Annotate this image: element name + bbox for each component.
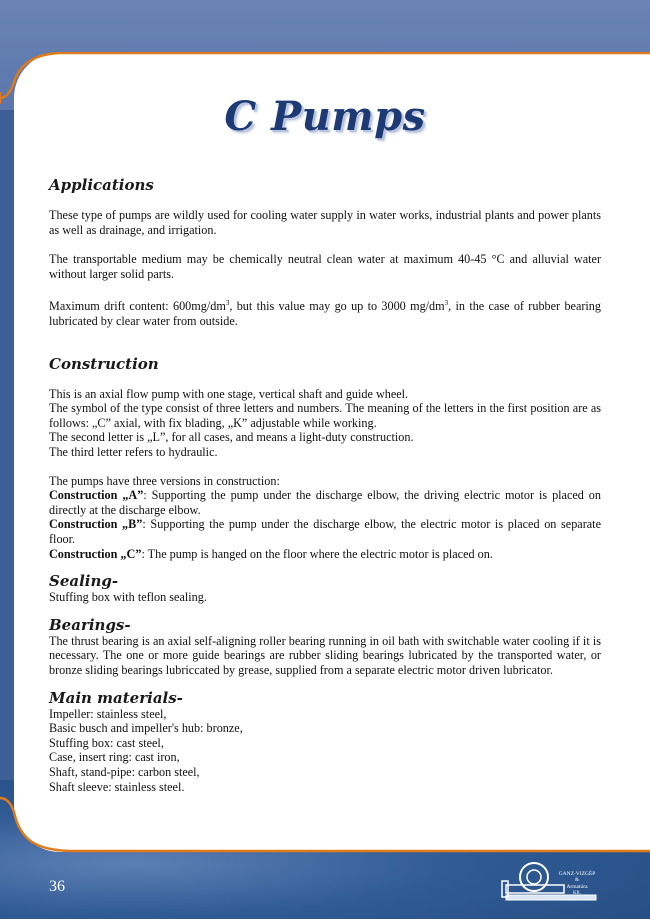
drift-text-b: , but this value may go up to 3000 mg/dm [229, 299, 445, 314]
material-item: Impeller: stainless steel, [49, 706, 167, 721]
construction-a-label: Construction „A” [49, 488, 144, 503]
company-logo [500, 857, 604, 903]
material-item: Shaft, stand-pipe: carbon steel, [49, 764, 200, 779]
construction-line-2: The symbol of the type consist of three letters and numbers. The meaning of the letters in the first position are as follows: „C” axial, with fix blading, „K” adjustable while working. [49, 401, 601, 430]
construction-heading: Construction [49, 354, 159, 373]
superscript-3: 3 [444, 299, 449, 308]
materials-heading: Main materials- [49, 688, 183, 707]
logo-line-4: Kft. [573, 891, 581, 896]
section-applications [49, 176, 601, 329]
applications-paragraph-3 [49, 296, 601, 328]
drift-text-a: Maximum drift content: 600mg/dm [49, 299, 226, 314]
material-item: Case, insert ring: cast iron, [49, 750, 180, 765]
main-content [49, 176, 601, 794]
applications-paragraph-1: These type of pumps are wildly used for cooling water supply in water works, industrial plants and power plants as well as drainage, and irrigation. [49, 208, 601, 237]
section-sealing [49, 572, 601, 605]
logo-line-3: Armatúra [566, 884, 588, 890]
construction-b-text: : Supporting the pump under the discharge elbow, the electric motor is placed on separate floor. [49, 517, 601, 546]
construction-a [49, 488, 601, 517]
construction-c-label: Construction „C” [49, 546, 142, 561]
drift-text-c: , in the case of rubber bearing lubricated by clear water from outside. [49, 299, 601, 329]
section-materials [49, 689, 601, 795]
section-construction [49, 355, 601, 562]
material-item: Shaft sleeve: stainless steel. [49, 779, 185, 794]
applications-heading: Applications [49, 176, 154, 194]
material-item: Stuffing box: cast steel, [49, 735, 164, 750]
page-title: C Pumps [224, 93, 426, 140]
construction-line-5: The pumps have three versions in construction: [49, 473, 280, 488]
section-bearings [49, 616, 601, 678]
bearings-heading: Bearings- [49, 615, 131, 634]
bearings-text: The thrust bearing is an axial self-aligning roller bearing running in oil bath with switchable water cooling if it is necessary. The one or more guide bearings are rubber sliding bearings lubricated by the transported water, or bronze sliding bearings lubriccated by grease, supplied from a separate electric motor driven lubricator. [49, 633, 601, 677]
construction-line-4: The third letter refers to hydraulic. [49, 445, 218, 459]
page-number: 36 [49, 878, 65, 895]
construction-line-1: This is an axial flow pump with one stage, vertical shaft and guide wheel. [49, 386, 409, 401]
construction-c [49, 547, 601, 562]
applications-paragraph-2: The transportable medium may be chemically neutral clean water at maximum 40-45 °C and alluvial water without larger solid parts. [49, 252, 601, 281]
construction-b [49, 517, 601, 546]
material-item: Basic busch and impeller's hub: bronze, [49, 721, 243, 736]
construction-a-text: : Supporting the pump under the discharge elbow, the driving electric motor is placed on directly at the discharge elbow. [49, 488, 601, 517]
logo-line-2: & [575, 878, 579, 883]
construction-c-text: : The pump is hanged on the floor where the electric motor is placed on. [141, 546, 493, 561]
superscript-3: 3 [225, 299, 230, 308]
sealing-text: Stuffing box with teflon sealing. [49, 590, 207, 605]
logo-line-1: GANZ-VIZGÉP [558, 871, 596, 877]
sealing-heading: Sealing- [49, 572, 119, 591]
construction-line-3: The second letter is „L”, for all cases, and means a light-duty construction. [49, 430, 414, 445]
construction-b-label: Construction „B” [49, 517, 143, 532]
